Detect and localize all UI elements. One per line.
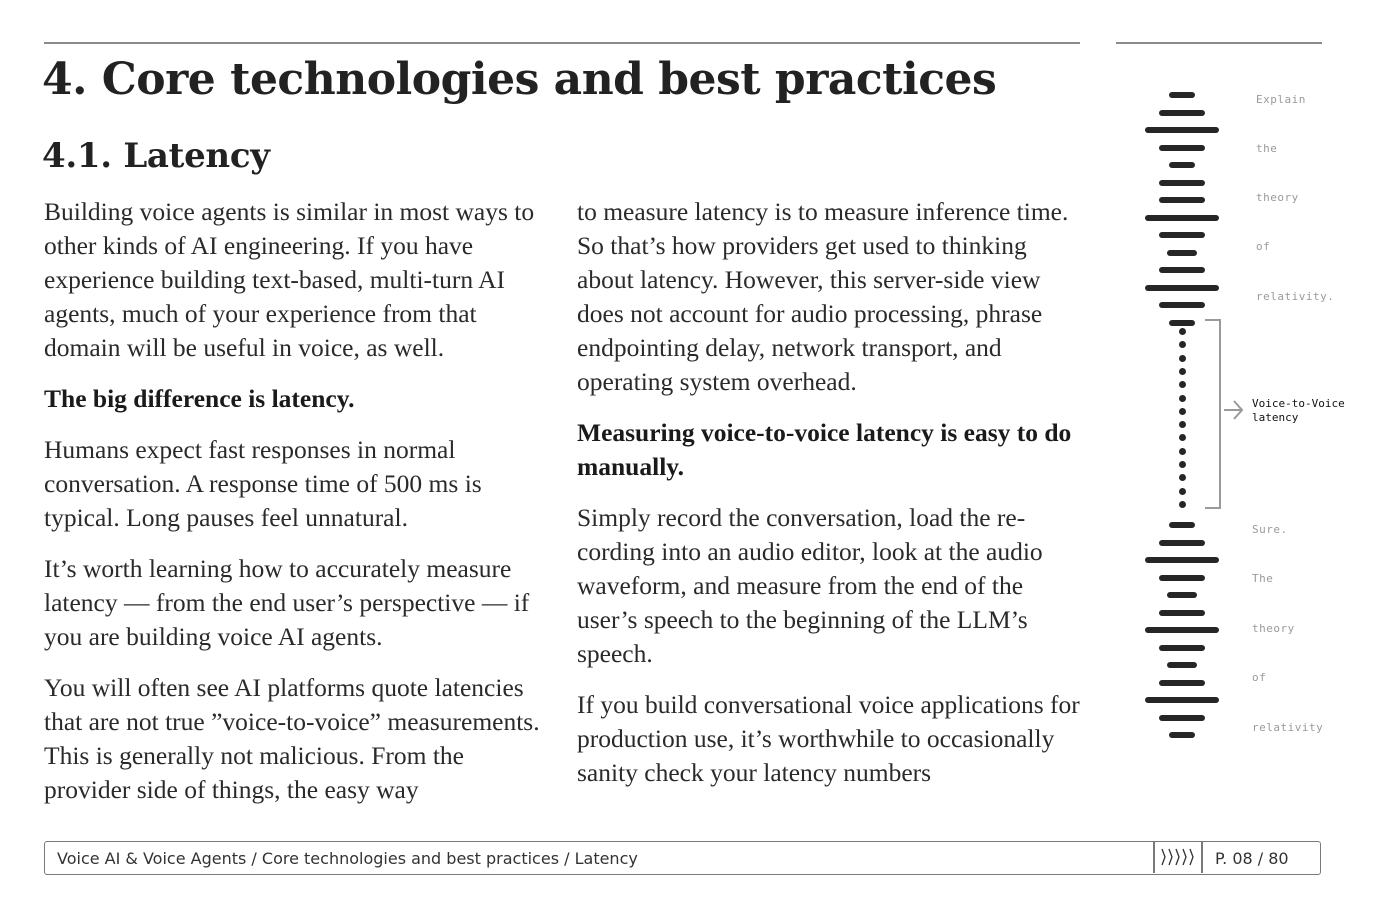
- chapter-title: 4. Core technologies and best practices: [42, 54, 997, 105]
- right-column: [577, 195, 1087, 807]
- waveform-bar: [1159, 110, 1205, 116]
- user-word: the: [1256, 142, 1278, 155]
- agent-word: relativity: [1252, 721, 1324, 734]
- paragraph: Simply record the conversation, load the recording into an audio editor, look at the audio waveform, and measure from the end of the user’s speech to the beginning of the LLM’s speech.: [577, 503, 1043, 668]
- waveform-bar: [1169, 162, 1195, 168]
- waveform-bar: [1159, 575, 1205, 581]
- waveform-bar: [1145, 557, 1219, 563]
- silence-dot: [1179, 421, 1186, 428]
- agent-word: of: [1252, 671, 1267, 684]
- waveform-bar: [1169, 522, 1195, 528]
- paragraph: You will often see AI platforms quote latencies that are not true ”voice-to-voice” measurements. This is generally not malicious. From the provider side of things, the easy way: [44, 673, 540, 804]
- waveform-bar: [1145, 627, 1219, 633]
- breadcrumb-item[interactable]: Latency: [574, 849, 638, 868]
- silence-dot: [1179, 368, 1186, 375]
- latency-callout: Voice-to-Voice latency: [1252, 397, 1345, 424]
- user-word: relativity.: [1256, 290, 1335, 303]
- left-column: [44, 195, 554, 824]
- agent-word: theory: [1252, 622, 1295, 635]
- paragraph: It’s worth learning how to accurately measure latency — from the end user’s perspective — if you are building voice AI agents.: [44, 554, 530, 651]
- waveform-bar: [1145, 285, 1219, 291]
- waveform-bar: [1159, 610, 1205, 616]
- waveform-bar: [1159, 680, 1205, 686]
- silence-dot: [1179, 395, 1186, 402]
- user-word: of: [1256, 240, 1271, 253]
- breadcrumb-separator: /: [559, 849, 575, 868]
- waveform-bar: [1159, 267, 1205, 273]
- waveform-bar: [1159, 145, 1205, 151]
- footer-divider: [1201, 842, 1203, 873]
- paragraph: to measure latency is to measure inference time. So that’s how providers get used to thinking about latency. However, this server-side view does not account for audio processing, phrase endpointing delay, network transport, and operating system overhead.: [577, 197, 1069, 396]
- silence-dot: [1179, 355, 1186, 362]
- user-word: theory: [1256, 191, 1299, 204]
- breadcrumb-separator: /: [246, 849, 262, 868]
- bold-paragraph: Measuring voice-to-voice latency is easy to do manually.: [577, 418, 1072, 481]
- arrow-icon: [1223, 397, 1245, 423]
- silence-dot: [1179, 461, 1186, 468]
- silence-dot: [1179, 488, 1186, 495]
- stripes-logo-icon: [1159, 845, 1197, 871]
- waveform-bar: [1159, 715, 1205, 721]
- waveform-bar: [1167, 592, 1197, 598]
- latency-bracket: [1205, 319, 1221, 509]
- waveform-bar: [1169, 320, 1195, 326]
- waveform-bar: [1145, 127, 1219, 133]
- silence-dot: [1179, 408, 1186, 415]
- paragraph: Humans expect fast responses in normal conversation. A response time of 500 ms is typical. Long pauses feel unnatural.: [44, 435, 482, 532]
- footer-divider: [1153, 842, 1155, 873]
- silence-dot: [1179, 501, 1186, 508]
- silence-dot: [1179, 434, 1186, 441]
- waveform-bar: [1145, 697, 1219, 703]
- waveform-bar: [1167, 662, 1197, 668]
- waveform-bar: [1159, 645, 1205, 651]
- page-number: P. 08 / 80: [1215, 849, 1289, 868]
- waveform-bar: [1169, 92, 1195, 98]
- agent-word: The: [1252, 572, 1274, 585]
- waveform-bar: [1159, 197, 1205, 203]
- waveform-bar: [1159, 302, 1205, 308]
- agent-word: Sure.: [1252, 523, 1288, 536]
- section-title: 4.1. Latency: [42, 136, 270, 176]
- silence-dot: [1179, 448, 1186, 455]
- footer-bar: [44, 841, 1321, 875]
- waveform-bar: [1169, 732, 1195, 738]
- waveform-bar: [1145, 215, 1219, 221]
- breadcrumb-item[interactable]: Voice AI & Voice Agents: [57, 849, 247, 868]
- waveform-bar: [1167, 250, 1197, 256]
- paragraph: If you build conversational voice applications for production use, it’s worthwhile to occasionally sanity check your latency numbers: [577, 690, 1080, 787]
- breadcrumb: [57, 849, 638, 868]
- silence-dot: [1179, 341, 1186, 348]
- waveform-bar: [1159, 180, 1205, 186]
- bold-paragraph: The big difference is latency.: [44, 384, 355, 413]
- waveform-bar: [1159, 540, 1205, 546]
- user-word: Explain: [1256, 93, 1306, 106]
- waveform-bar: [1159, 232, 1205, 238]
- silence-dot: [1179, 381, 1186, 388]
- paragraph: Building voice agents is similar in most ways to other kinds of AI engineering. If you have experience building text-based, multi-turn AI agents, much of your experience from that domain will be useful in voice, as well.: [44, 197, 535, 362]
- silence-dot: [1179, 474, 1186, 481]
- breadcrumb-item[interactable]: Core technologies and best practices: [261, 849, 560, 868]
- sidebar-top-rule: [1116, 42, 1322, 44]
- silence-dot: [1179, 328, 1186, 335]
- top-rule: [44, 42, 1080, 44]
